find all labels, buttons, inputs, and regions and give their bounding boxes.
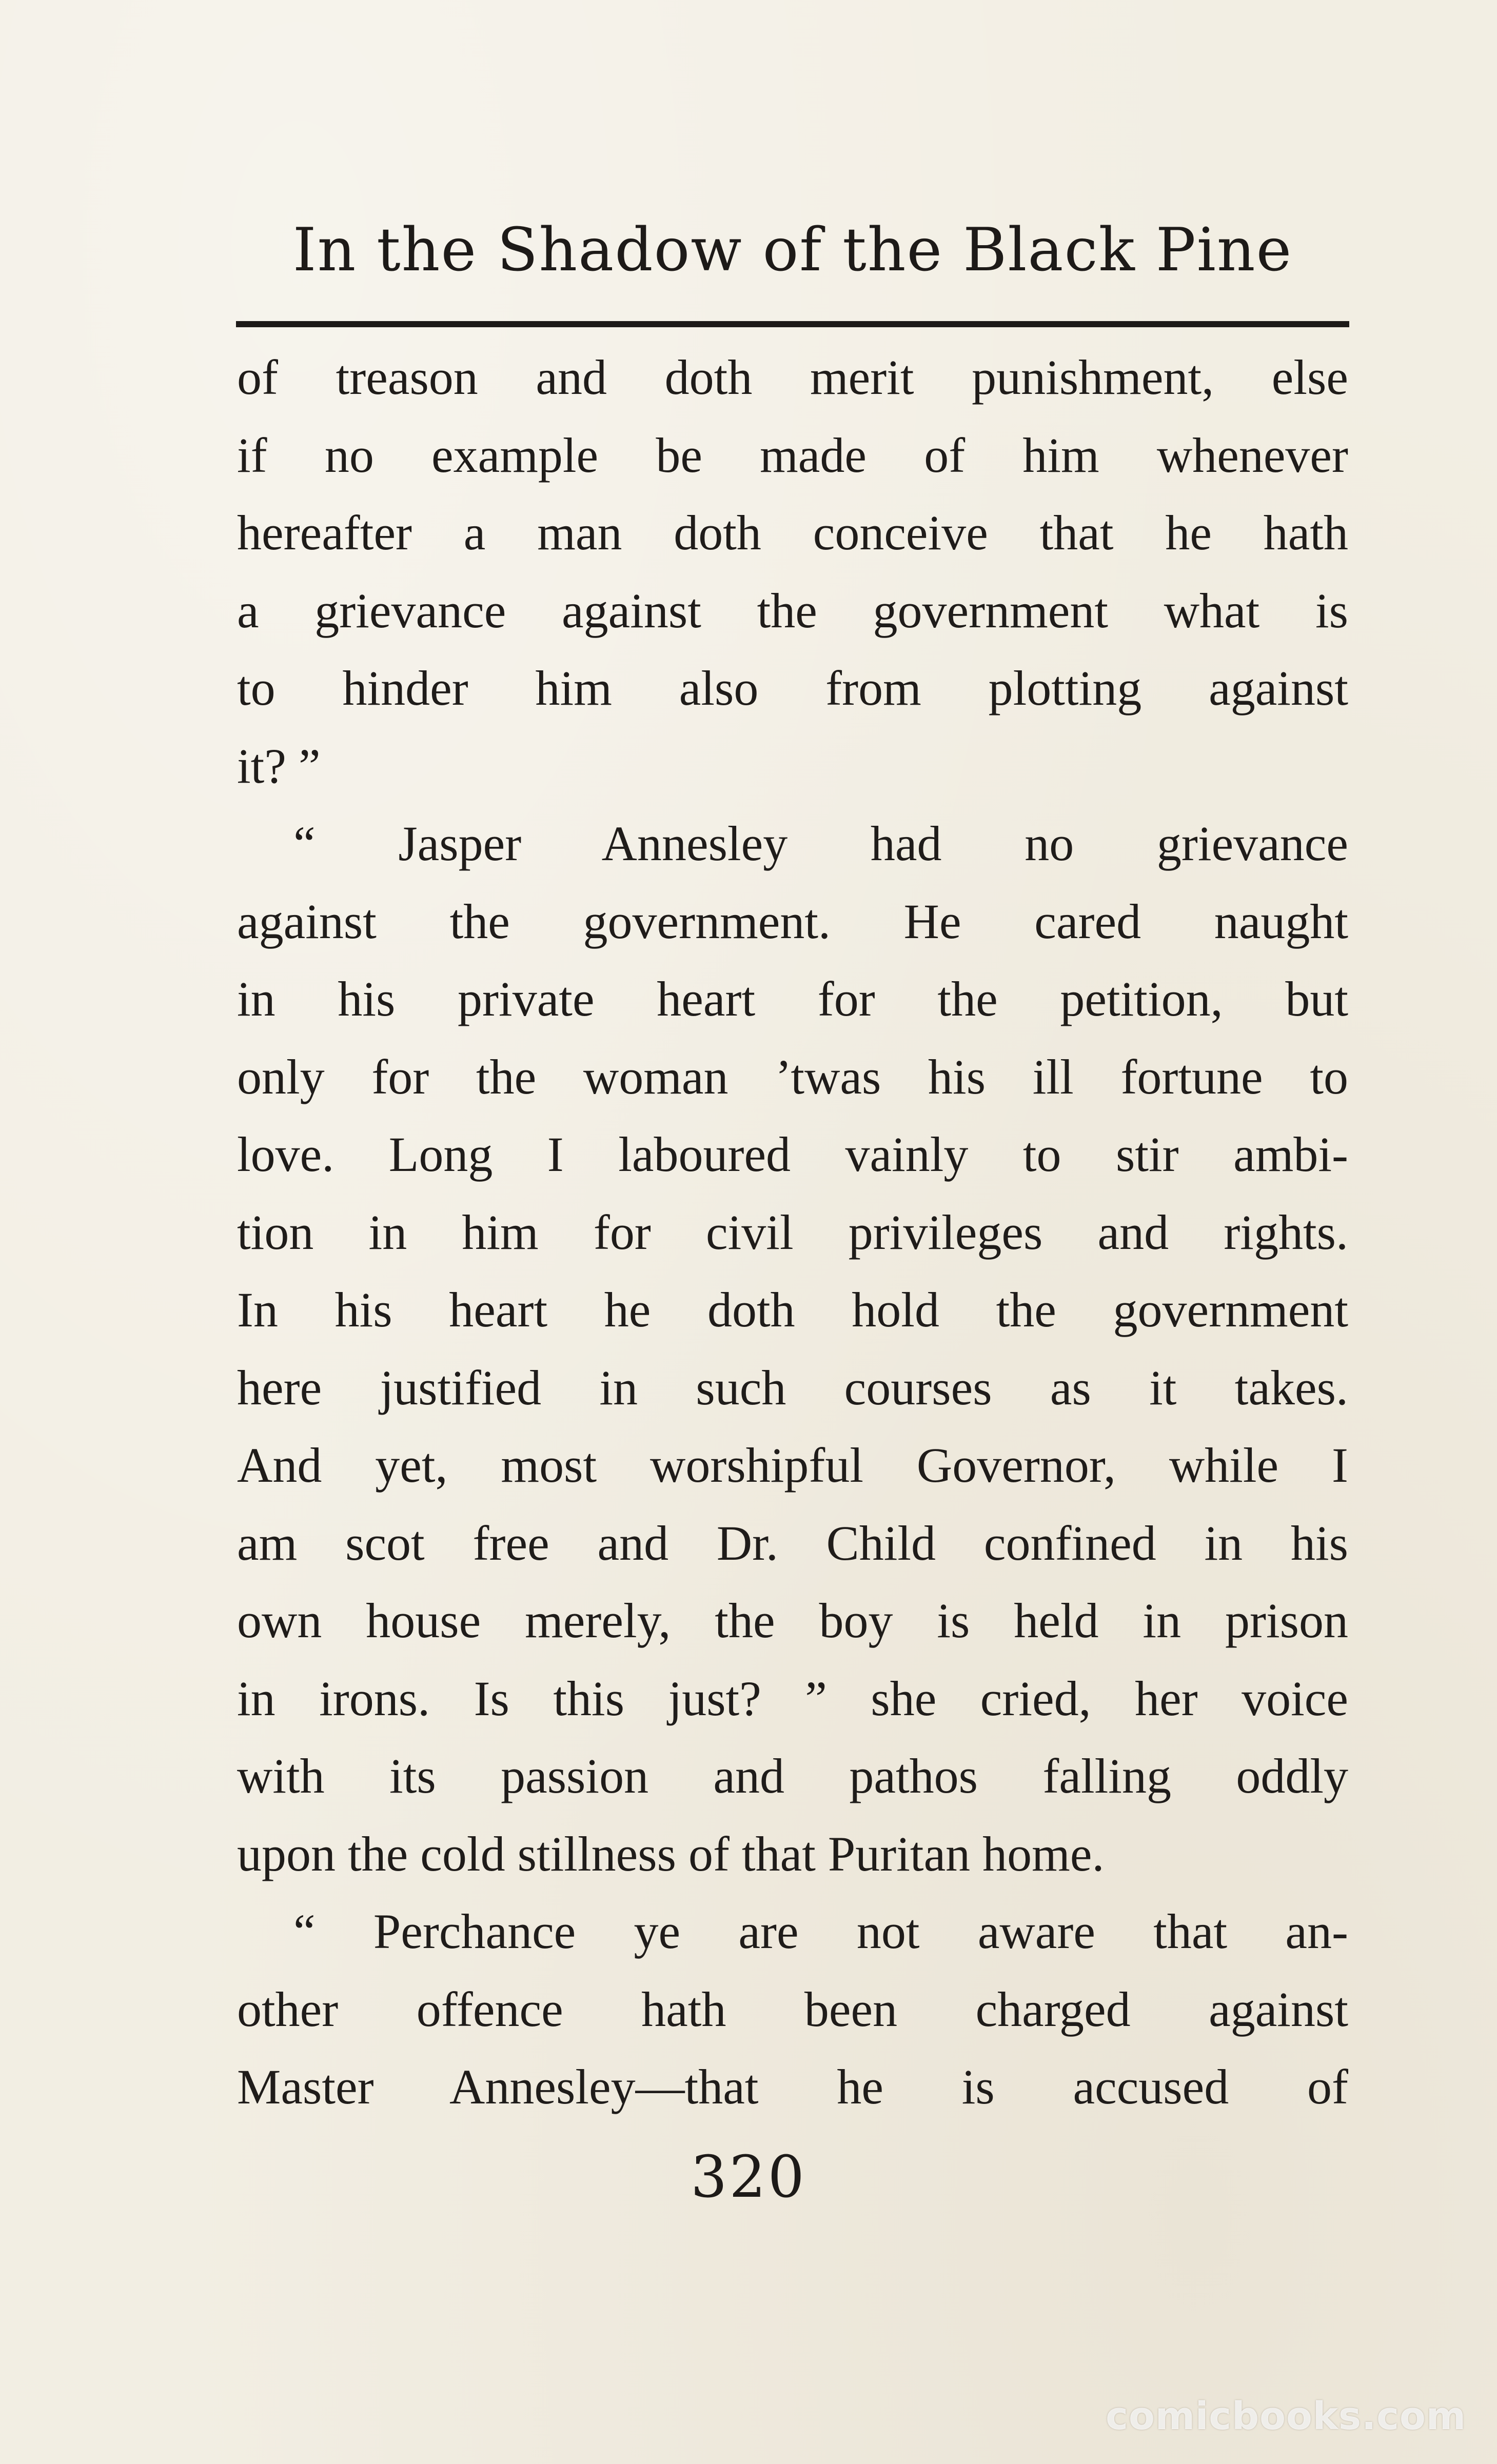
text-line: own house merely, the boy is held in prison bbox=[237, 1593, 1348, 1648]
text-line: in irons. Is this just? ” she cried, her voice bbox=[237, 1671, 1348, 1726]
text-line: to hinder him also from plotting against bbox=[237, 661, 1348, 716]
text-line: “ Perchance ye are not aware that an- bbox=[293, 1904, 1348, 1959]
text-line: hereafter a man doth conceive that he hath bbox=[237, 505, 1348, 560]
text-line: tion in him for civil privileges and rights. bbox=[237, 1204, 1348, 1260]
text-line: with its passion and pathos falling oddly bbox=[237, 1748, 1348, 1803]
text-line: a grievance against the government what is bbox=[237, 583, 1348, 638]
body-text bbox=[237, 339, 1348, 2126]
text-line: other offence hath been charged against bbox=[237, 1981, 1348, 2037]
text-line: Master Annesley—that he is accused of bbox=[237, 2059, 1348, 2114]
text-line: only for the woman ’twas his ill fortune to bbox=[237, 1049, 1348, 1104]
text-line: “ Jasper Annesley had no grievance bbox=[293, 816, 1348, 871]
text-line: In his heart he doth hold the government bbox=[237, 1282, 1348, 1337]
page-number: 320 bbox=[691, 2144, 806, 2211]
text-line: And yet, most worshipful Governor, while I bbox=[237, 1438, 1348, 1493]
running-head: In the Shadow of the Black Pine bbox=[292, 215, 1293, 285]
text-line: upon the cold stillness of that Puritan home. bbox=[237, 1826, 1105, 1881]
watermark: comicbooks.com bbox=[1106, 2394, 1466, 2438]
text-line: against the government. He cared naught bbox=[237, 893, 1348, 949]
text-line: if no example be made of him whenever bbox=[237, 427, 1348, 483]
text-line: love. Long I laboured vainly to stir ambi- bbox=[237, 1127, 1348, 1182]
text-line: in his private heart for the petition, but bbox=[237, 971, 1348, 1026]
text-line: of treason and doth merit punishment, else bbox=[237, 350, 1348, 405]
text-line: it? ” bbox=[237, 738, 321, 793]
text-line: here justified in such courses as it takes. bbox=[237, 1360, 1348, 1415]
header-rule bbox=[236, 321, 1349, 327]
text-line: am scot free and Dr. Child confined in his bbox=[237, 1515, 1348, 1571]
